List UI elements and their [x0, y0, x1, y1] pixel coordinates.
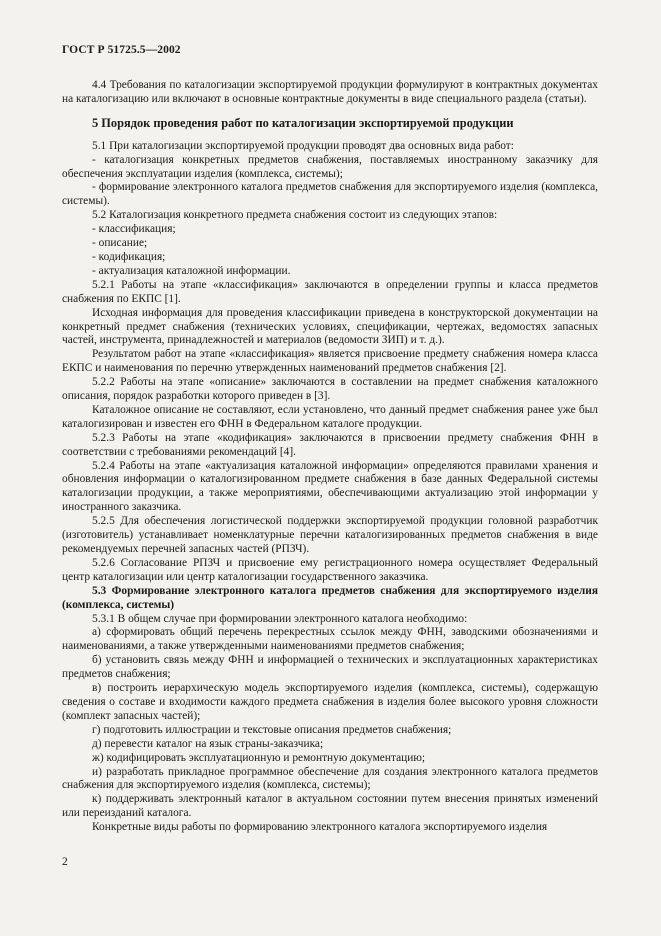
- paragraph-5-1: 5.1 При каталогизации экспортируемой продукции проводят два основных вида работ:: [92, 139, 514, 152]
- paragraph: Исходная информация для проведения классификации приведена в конструкторской документации на конкретный предмет снабжения (технических условиях, спецификации, чертежах, ведомостях запасных частей, инструмента, принадлежностей и материалов (ведомости ЗИП) и т. д.).: [62, 306, 598, 347]
- list-item: и) разработать прикладное программное обеспечение для создания электронного каталога предметов снабжения для экспортируемого изделия (комплекса, системы);: [62, 765, 598, 792]
- paragraph-5-2-1: 5.2.1 Работы на этапе «классификация» заключаются в определении группы и класса предметов снабжения по ЕКПС [1].: [62, 278, 598, 305]
- paragraph-5-2-2: 5.2.2 Работы на этапе «описание» заключаются в составлении на предмет снабжения каталожного описания, порядок разработки которого приведен в [3].: [62, 376, 598, 403]
- list-item: к) поддерживать электронный каталог в актуальном состоянии путем внесения принятых изменений или переизданий каталога.: [62, 793, 598, 820]
- section-5-title: 5 Порядок проведения работ по каталогизации экспортируемой продукции: [92, 115, 514, 130]
- list-item: - описание;: [92, 237, 148, 250]
- list-item: - классификация;: [92, 223, 176, 236]
- paragraph-5-2-4: 5.2.4 Работы на этапе «актуализация каталожной информации» определяются правилами хранения и обновления информации о каталогизированном предмете снабжения в базе данных Федеральной системы каталогизации продукции, а также мероприятиями, обеспечивающими актуализацию этой информации у иностранного заказчика.: [62, 459, 598, 514]
- list-item: - актуализация каталожной информации.: [92, 264, 291, 277]
- document-body: [62, 79, 598, 835]
- list-item: г) подготовить иллюстрации и текстовые описания предметов снабжения;: [92, 723, 452, 736]
- list-item: д) перевести каталог на язык страны-заказчика;: [92, 737, 324, 750]
- list-item: а) сформировать общий перечень перекрестных ссылок между ФНН, заводскими обозначениями и наименованиями, а также утвержденными наименованиями предметов снабжения;: [62, 626, 598, 653]
- list-item: ж) кодифицировать эксплуатационную и ремонтную документацию;: [92, 751, 426, 764]
- subsection-5-3-title: 5.3 Формирование электронного каталога предметов снабжения для экспортируемого изделия (комплекса, системы): [62, 584, 598, 611]
- list-item: - кодификация;: [92, 250, 166, 263]
- paragraph-5-2-6: 5.2.6 Согласование РПЗЧ и присвоение ему регистрационного номера осуществляет Федеральный центр каталогизации или центр каталогизации государственного заказчика.: [62, 556, 598, 583]
- document-header: ГОСТ Р 51725.5—2002: [62, 44, 181, 56]
- list-item: - формирование электронного каталога предметов снабжения для экспортируемого изделия (комплекса, системы).: [62, 181, 598, 208]
- paragraph-5-2-3: 5.2.3 Работы на этапе «кодификация» заключаются в присвоении предмету снабжения ФНН в соответствии с требованиями рекомендаций [4].: [62, 431, 598, 458]
- paragraph-5-2: 5.2 Каталогизация конкретного предмета снабжения состоит из следующих этапов:: [92, 209, 498, 222]
- page-number: 2: [62, 856, 68, 868]
- paragraph: Каталожное описание не составляют, если установлено, что данный предмет снабжения ранее уже был каталогизирован и известен его ФНН в Федеральном каталоге продукции.: [62, 403, 598, 430]
- list-item: б) установить связь между ФНН и информацией о технических и эксплуатационных характеристиках предметов снабжения;: [62, 654, 598, 681]
- list-item: в) построить иерархическую модель экспортируемого изделия (комплекса, системы), содержащую сведения о составе и входимости каждого предмета снабжения в изделия более высокого уровня сложности (комплект запасных частей);: [62, 682, 598, 722]
- paragraph: Результатом работ на этапе «классификация» является присвоение предмету снабжения номера класса ЕКПС и наименования по перечню утвержденных наименований предметов снабжения [2].: [62, 348, 598, 375]
- paragraph-4-4: 4.4 Требования по каталогизации экспортируемой продукции формулируют в контрактных документах на каталогизацию или включают в основные контрактные документы в виде специального раздела (статьи).: [62, 79, 598, 105]
- paragraph-5-3-1: 5.3.1 В общем случае при формировании электронного каталога необходимо:: [92, 612, 468, 625]
- paragraph: Конкретные виды работы по формированию электронного каталога экспортируемого изделия: [92, 821, 548, 834]
- list-item: - каталогизация конкретных предметов снабжения, поставляемых иностранному заказчику для обеспечения эксплуатации изделия (комплекса, системы);: [62, 153, 598, 180]
- paragraph-5-2-5: 5.2.5 Для обеспечения логистической поддержки экспортируемой продукции головной разработчик (изготовитель) устанавливает номенклатурные перечни каталогизированных предметов снабжения в виде рекомендуемых перечней запасных частей (РПЗЧ).: [62, 515, 598, 555]
